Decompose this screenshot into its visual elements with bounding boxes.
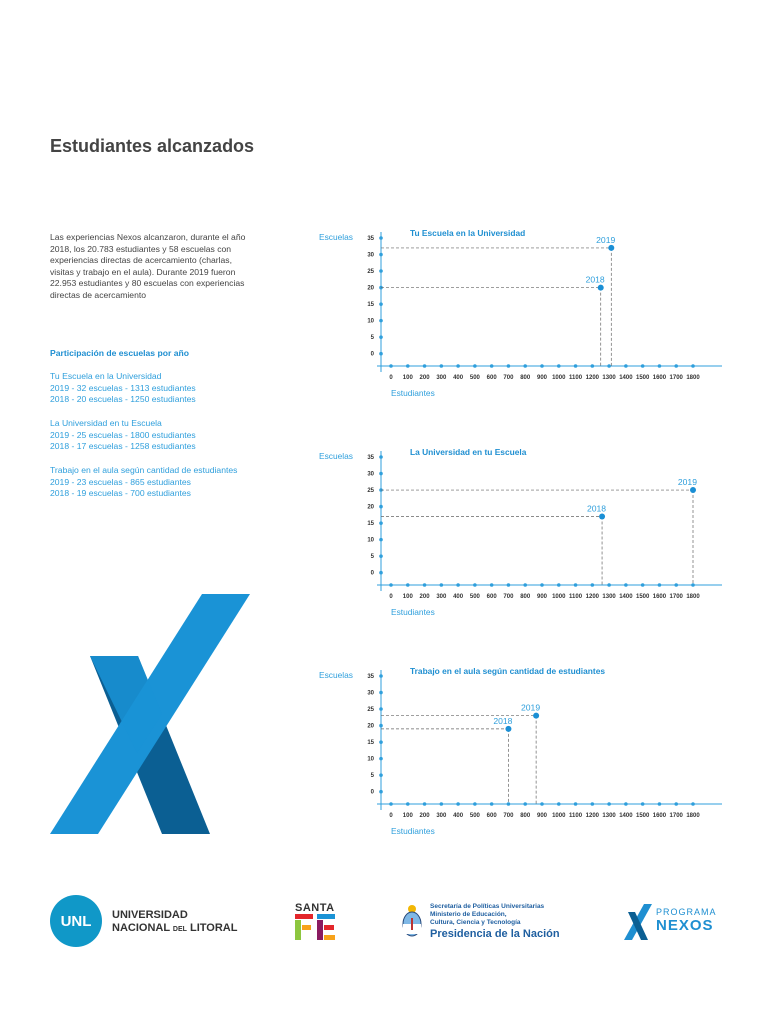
x-tick-dot xyxy=(423,364,427,368)
x-tick-label: 1000 xyxy=(552,375,566,381)
x-tick-dot xyxy=(507,364,511,368)
x-tick-dot xyxy=(624,583,628,587)
x-tick-dot xyxy=(490,364,494,368)
y-tick-dot xyxy=(379,571,383,575)
x-tick-dot xyxy=(389,802,393,806)
x-tick-dot xyxy=(523,802,527,806)
x-tick-label: 300 xyxy=(436,375,447,381)
y-tick-label: 35 xyxy=(367,455,374,461)
x-tick-label: 900 xyxy=(536,813,548,819)
x-tick-dot xyxy=(490,583,494,587)
y-tick-dot xyxy=(379,302,383,306)
x-tick-dot xyxy=(591,802,595,806)
x-axis-label: Estudiantes xyxy=(391,388,435,398)
x-tick-label: 300 xyxy=(436,813,447,819)
y-tick-dot xyxy=(379,236,383,240)
x-tick-label: 600 xyxy=(486,594,497,600)
y-tick-label: 5 xyxy=(370,554,374,561)
x-tick-label: 1700 xyxy=(669,594,683,600)
x-tick-label: 1600 xyxy=(652,594,667,600)
group-name: La Universidad en tu Escuela xyxy=(50,418,162,428)
y-tick-dot xyxy=(379,505,383,509)
y-tick-dot xyxy=(379,521,383,525)
y-tick-label: 10 xyxy=(367,756,374,763)
y-tick-dot xyxy=(379,773,383,777)
x-tick-dot xyxy=(523,583,527,587)
y-tick-dot xyxy=(379,455,383,459)
y-tick-dot xyxy=(379,691,383,695)
y-tick-label: 5 xyxy=(370,773,374,780)
data-point xyxy=(690,487,696,493)
x-tick-dot xyxy=(557,583,561,587)
y-tick-label: 15 xyxy=(367,740,374,747)
nexos-x-icon xyxy=(624,904,654,940)
pres-line1: Secretaría de Políticas Universitarias xyxy=(430,903,545,910)
y-tick-label: 10 xyxy=(367,318,374,325)
data-point-label: 2018 xyxy=(586,503,607,514)
national-shield-icon xyxy=(401,904,423,938)
x-tick-dot xyxy=(540,802,544,806)
x-tick-label: 100 xyxy=(402,813,413,819)
x-tick-label: 1700 xyxy=(669,375,683,381)
x-tick-dot xyxy=(406,802,410,806)
x-tick-dot xyxy=(440,802,444,806)
unl-line2a: NACIONAL xyxy=(112,922,170,934)
santa-fe-word: SANTA xyxy=(295,902,335,914)
x-tick-dot xyxy=(473,802,477,806)
x-axis-label: Estudiantes xyxy=(391,826,435,836)
chart-svg xyxy=(310,232,730,432)
y-tick-dot xyxy=(379,319,383,323)
y-tick-dot xyxy=(379,253,383,257)
x-tick-dot xyxy=(456,802,460,806)
santa-fe-fe-mark xyxy=(295,914,337,940)
y-tick-dot xyxy=(379,707,383,711)
santa-fe-logo xyxy=(295,902,340,945)
data-point xyxy=(533,713,539,719)
x-tick-dot xyxy=(691,364,695,368)
x-tick-label: 500 xyxy=(469,813,480,819)
x-tick-label: 1800 xyxy=(686,594,700,600)
x-tick-dot xyxy=(607,583,611,587)
x-tick-dot xyxy=(389,364,393,368)
x-tick-label: 1400 xyxy=(619,375,633,381)
y-tick-label: 25 xyxy=(367,707,374,714)
y-tick-dot xyxy=(379,740,383,744)
group-line-2019: 2019 - 23 escuelas - 865 estudiantes xyxy=(50,476,191,487)
y-tick-dot xyxy=(379,554,383,558)
participation-group xyxy=(50,371,280,406)
data-point xyxy=(608,245,614,251)
x-tick-label: 1100 xyxy=(569,375,583,381)
participation-group xyxy=(50,465,280,500)
y-axis-label: Escuelas xyxy=(319,451,353,461)
chart-title: La Universidad en tu Escuela xyxy=(410,447,527,457)
chart-svg xyxy=(310,670,730,870)
x-tick-label: 1500 xyxy=(635,813,650,819)
x-tick-label: 1500 xyxy=(635,375,650,381)
group-line-2019: 2019 - 25 escuelas - 1800 estudiantes xyxy=(50,429,196,440)
x-tick-dot xyxy=(557,802,561,806)
unl-line2b: DEL xyxy=(172,926,187,933)
x-tick-label: 1300 xyxy=(602,375,616,381)
y-tick-label: 30 xyxy=(367,471,374,478)
chart-universidad-escuela xyxy=(310,447,730,651)
data-point-label: 2018 xyxy=(585,274,605,285)
x-tick-label: 800 xyxy=(520,375,531,381)
x-tick-dot xyxy=(423,583,427,587)
x-tick-dot xyxy=(440,583,444,587)
data-point xyxy=(598,285,604,291)
unl-logo: UNL xyxy=(50,895,102,947)
x-tick-label: 200 xyxy=(419,813,430,819)
nexos-label: NEXOS xyxy=(656,917,714,934)
x-tick-label: 100 xyxy=(402,594,413,600)
x-tick-dot xyxy=(389,583,393,587)
x-tick-dot xyxy=(591,364,595,368)
y-tick-label: 20 xyxy=(367,285,374,292)
x-tick-dot xyxy=(507,583,511,587)
pres-line3: Cultura, Ciencia y Tecnología xyxy=(430,919,521,926)
data-point-label: 2019 xyxy=(677,477,697,488)
x-tick-label: 600 xyxy=(486,813,497,819)
y-tick-label: 35 xyxy=(367,674,374,680)
participation-title: Participación de escuelas por año xyxy=(50,348,189,358)
x-tick-label: 800 xyxy=(520,813,531,819)
x-tick-label: 700 xyxy=(503,375,514,381)
group-line-2018: 2018 - 19 escuelas - 700 estudiantes xyxy=(50,488,191,499)
x-tick-dot xyxy=(674,364,678,368)
x-tick-label: 500 xyxy=(469,375,480,381)
x-tick-label: 0 xyxy=(389,813,393,819)
x-tick-label: 500 xyxy=(469,594,480,600)
x-tick-dot xyxy=(523,364,527,368)
y-tick-dot xyxy=(379,472,383,476)
x-tick-label: 1700 xyxy=(669,813,683,819)
x-tick-dot xyxy=(557,364,561,368)
x-tick-dot xyxy=(624,364,628,368)
x-tick-label: 800 xyxy=(520,594,531,600)
group-line-2018: 2018 - 17 escuelas - 1258 estudiantes xyxy=(50,441,196,452)
x-tick-label: 1600 xyxy=(652,375,667,381)
unl-wordmark xyxy=(112,909,237,936)
chart-title: Tu Escuela en la Universidad xyxy=(410,228,526,238)
x-tick-dot xyxy=(658,802,662,806)
programa-label: PROGRAMA xyxy=(656,907,717,917)
nexos-x-graphic xyxy=(50,594,250,834)
x-tick-label: 1600 xyxy=(652,813,667,819)
chart-tu-escuela xyxy=(310,228,730,432)
x-tick-label: 1200 xyxy=(585,813,600,819)
x-tick-dot xyxy=(591,583,595,587)
x-tick-label: 200 xyxy=(419,375,430,381)
data-point xyxy=(599,514,605,520)
x-tick-label: 1200 xyxy=(585,594,600,600)
x-tick-dot xyxy=(456,583,460,587)
pres-line4: Presidencia de la Nación xyxy=(430,928,560,940)
x-tick-dot xyxy=(473,364,477,368)
x-tick-dot xyxy=(574,364,578,368)
x-tick-label: 1200 xyxy=(585,375,600,381)
y-tick-label: 5 xyxy=(370,335,374,342)
x-tick-label: 400 xyxy=(453,594,464,600)
x-tick-label: 0 xyxy=(389,594,393,600)
x-tick-label: 100 xyxy=(402,375,413,381)
data-point xyxy=(505,726,511,732)
y-tick-dot xyxy=(379,335,383,339)
x-tick-dot xyxy=(490,802,494,806)
x-tick-label: 600 xyxy=(486,375,497,381)
x-tick-label: 200 xyxy=(419,594,430,600)
x-tick-dot xyxy=(574,583,578,587)
x-tick-label: 400 xyxy=(453,375,464,381)
x-tick-label: 1800 xyxy=(686,375,700,381)
y-tick-dot xyxy=(379,269,383,273)
x-tick-dot xyxy=(423,802,427,806)
x-tick-label: 0 xyxy=(389,375,393,381)
x-tick-label: 400 xyxy=(453,813,464,819)
group-name: Tu Escuela en la Universidad xyxy=(50,371,162,381)
x-tick-dot xyxy=(624,802,628,806)
x-tick-label: 1500 xyxy=(635,594,650,600)
y-tick-dot xyxy=(379,352,383,356)
y-tick-label: 20 xyxy=(367,723,374,730)
group-line-2019: 2019 - 32 escuelas - 1313 estudiantes xyxy=(50,382,196,393)
x-tick-dot xyxy=(473,583,477,587)
x-tick-dot xyxy=(691,802,695,806)
y-axis-label: Escuelas xyxy=(319,232,353,242)
x-tick-dot xyxy=(674,802,678,806)
x-tick-dot xyxy=(658,583,662,587)
page-title: Estudiantes alcanzados xyxy=(50,136,255,156)
x-tick-label: 1400 xyxy=(619,594,633,600)
x-tick-dot xyxy=(607,802,611,806)
participation-group xyxy=(50,418,280,453)
x-tick-label: 700 xyxy=(503,594,514,600)
y-tick-label: 25 xyxy=(367,269,374,276)
x-tick-dot xyxy=(641,364,645,368)
y-tick-dot xyxy=(379,674,383,678)
x-tick-label: 1300 xyxy=(602,594,616,600)
x-tick-label: 300 xyxy=(436,594,447,600)
x-tick-dot xyxy=(607,364,611,368)
chart-trabajo-aula xyxy=(310,666,730,870)
x-tick-dot xyxy=(658,364,662,368)
x-tick-label: 1000 xyxy=(552,594,566,600)
y-tick-dot xyxy=(379,538,383,542)
x-tick-label: 1300 xyxy=(602,813,616,819)
group-name: Trabajo en el aula según cantidad de estudiantes xyxy=(50,465,238,475)
y-tick-dot xyxy=(379,790,383,794)
y-tick-label: 25 xyxy=(367,488,374,495)
x-tick-label: 1100 xyxy=(569,813,583,819)
x-tick-label: 900 xyxy=(536,594,548,600)
y-tick-label: 15 xyxy=(367,302,374,309)
data-point-label: 2019 xyxy=(521,702,541,713)
unl-line2 xyxy=(112,922,237,936)
x-tick-dot xyxy=(574,802,578,806)
x-tick-label: 1100 xyxy=(569,594,583,600)
y-axis-label: Escuelas xyxy=(319,670,353,680)
y-tick-dot xyxy=(379,757,383,761)
x-tick-label: 1400 xyxy=(619,813,633,819)
x-tick-label: 700 xyxy=(503,813,514,819)
y-tick-label: 0 xyxy=(370,351,374,358)
presidencia-wordmark xyxy=(430,903,560,941)
y-tick-label: 0 xyxy=(370,570,374,577)
chart-svg xyxy=(310,451,730,651)
x-tick-dot xyxy=(641,583,645,587)
data-point-label: 2018 xyxy=(493,715,513,726)
x-tick-dot xyxy=(440,364,444,368)
y-tick-label: 35 xyxy=(367,236,374,242)
group-line-2018: 2018 - 20 escuelas - 1250 estudiantes xyxy=(50,394,196,405)
x-axis-label: Estudiantes xyxy=(391,607,435,617)
x-tick-label: 1800 xyxy=(686,813,700,819)
x-tick-label: 1000 xyxy=(552,813,566,819)
chart-title: Trabajo en el aula según cantidad de estudiantes xyxy=(410,666,606,676)
intro-paragraph: Las experiencias Nexos alcanzaron, durante el año 2018, los 20.783 estudiantes y 58 escuelas con experiencias directas de acercamiento (charlas, visitas y trabajo en el aula). Durante 2019 fueron 22.953 estudiantes y 80 escuelas con experiencias directas de acercamiento xyxy=(50,232,246,300)
x-tick-dot xyxy=(406,583,410,587)
y-tick-label: 0 xyxy=(370,789,374,796)
x-tick-dot xyxy=(540,583,544,587)
pres-line2: Ministerio de Educación, xyxy=(430,911,507,918)
x-tick-dot xyxy=(540,364,544,368)
x-tick-dot xyxy=(406,364,410,368)
unl-line1: UNIVERSIDAD xyxy=(112,909,188,921)
x-tick-label: 900 xyxy=(536,375,548,381)
x-tick-dot xyxy=(674,583,678,587)
y-tick-dot xyxy=(379,724,383,728)
y-tick-label: 10 xyxy=(367,537,374,544)
data-point-label: 2019 xyxy=(596,234,616,245)
x-tick-dot xyxy=(456,364,460,368)
y-tick-label: 20 xyxy=(367,504,374,511)
y-tick-label: 30 xyxy=(367,252,374,259)
y-tick-label: 15 xyxy=(367,521,374,528)
y-tick-label: 30 xyxy=(367,690,374,697)
x-tick-dot xyxy=(641,802,645,806)
unl-line2c: LITORAL xyxy=(189,922,238,934)
